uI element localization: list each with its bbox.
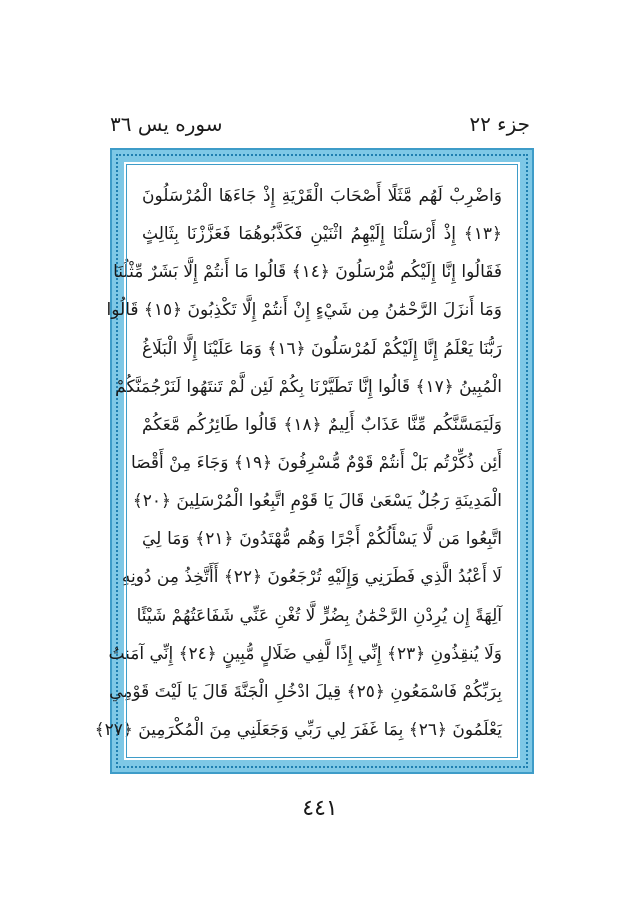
juz-label: جزء ٢٢ <box>469 112 530 136</box>
text-line: ﴿١٣﴾ إِذْ أَرْسَلْنَا إِلَيْهِمُ اثْنَيْنِ فَكَذَّبُوهُمَا فَعَزَّزْنَا بِثَالِثٍ <box>142 224 502 245</box>
page-header <box>110 112 530 142</box>
surah-label: سوره يس ٣٦ <box>110 112 223 136</box>
text-line: يَعْلَمُونَ ﴿٢٦﴾ بِمَا غَفَرَ لِي رَبِّي وَجَعَلَنِي مِنَ الْمُكْرَمِينَ ﴿٢٧﴾ <box>94 719 502 740</box>
verse-lines <box>94 184 502 744</box>
text-line: الْمُبِينُ ﴿١٧﴾ قَالُوا إِنَّا تَطَيَّرْنَا بِكُمْ لَئِن لَّمْ تَنتَهُوا لَنَرْجُمَنَّكُمْ <box>115 376 502 397</box>
text-line: وَلَيَمَسَّنَّكُم مِّنَّا عَذَابٌ أَلِيمٌ ﴿١٨﴾ قَالُوا طَائِرُكُم مَّعَكُمْ <box>142 414 502 435</box>
text-line: الْمَدِينَةِ رَجُلٌ يَسْعَىٰ قَالَ يَا قَوْمِ اتَّبِعُوا الْمُرْسَلِينَ ﴿٢٠﴾ <box>132 491 502 512</box>
text-line: بِرَبِّكُمْ فَاسْمَعُونِ ﴿٢٥﴾ قِيلَ ادْخُلِ الْجَنَّةَ قَالَ يَا لَيْتَ قَوْمِي <box>109 681 502 702</box>
text-line: وَاضْرِبْ لَهُم مَّثَلًا أَصْحَابَ الْقَرْيَةِ إِذْ جَاءَهَا الْمُرْسَلُونَ <box>142 186 502 206</box>
page-number: ٤٤١ <box>302 796 338 821</box>
text-line: فَقَالُوا إِنَّا إِلَيْكُم مُّرْسَلُونَ ﴿١٤﴾ قَالُوا مَا أَنتُمْ إِلَّا بَشَرٌ مِّثْلُنَا <box>113 262 502 283</box>
text-line: اتَّبِعُوا مَن لَّا يَسْأَلُكُمْ أَجْرًا وَهُم مُّهْتَدُونَ ﴿٢١﴾ وَمَا لِيَ <box>142 529 502 550</box>
text-frame <box>94 148 534 774</box>
text-line: أَئِن ذُكِّرْتُم بَلْ أَنتُمْ قَوْمٌ مُّسْرِفُونَ ﴿١٩﴾ وَجَاءَ مِنْ أَقْصَا <box>130 452 502 473</box>
text-line: لَا أَعْبُدُ الَّذِي فَطَرَنِي وَإِلَيْهِ تُرْجَعُونَ ﴿٢٢﴾ أَأَتَّخِذُ مِن دُونِهِ <box>121 567 502 588</box>
text-line: وَلَا يُنقِذُونِ ﴿٢٣﴾ إِنِّي إِذًا لَّفِي ضَلَالٍ مُّبِينٍ ﴿٢٤﴾ إِنِّي آمَنتُ <box>108 643 502 664</box>
text-line: رَبُّنَا يَعْلَمُ إِنَّا إِلَيْكُمْ لَمُرْسَلُونَ ﴿١٦﴾ وَمَا عَلَيْنَا إِلَّا الْبَلَاغُ <box>142 338 502 359</box>
text-line: آلِهَةً إِن يُرِدْنِ الرَّحْمَٰنُ بِضُرٍّ لَّا تُغْنِ عَنِّي شَفَاعَتُهُمْ شَيْئًا <box>136 605 502 626</box>
text-line: وَمَا أَنزَلَ الرَّحْمَٰنُ مِن شَيْءٍ إِنْ أَنتُمْ إِلَّا تَكْذِبُونَ ﴿١٥﴾ قَالُوا <box>106 300 502 321</box>
